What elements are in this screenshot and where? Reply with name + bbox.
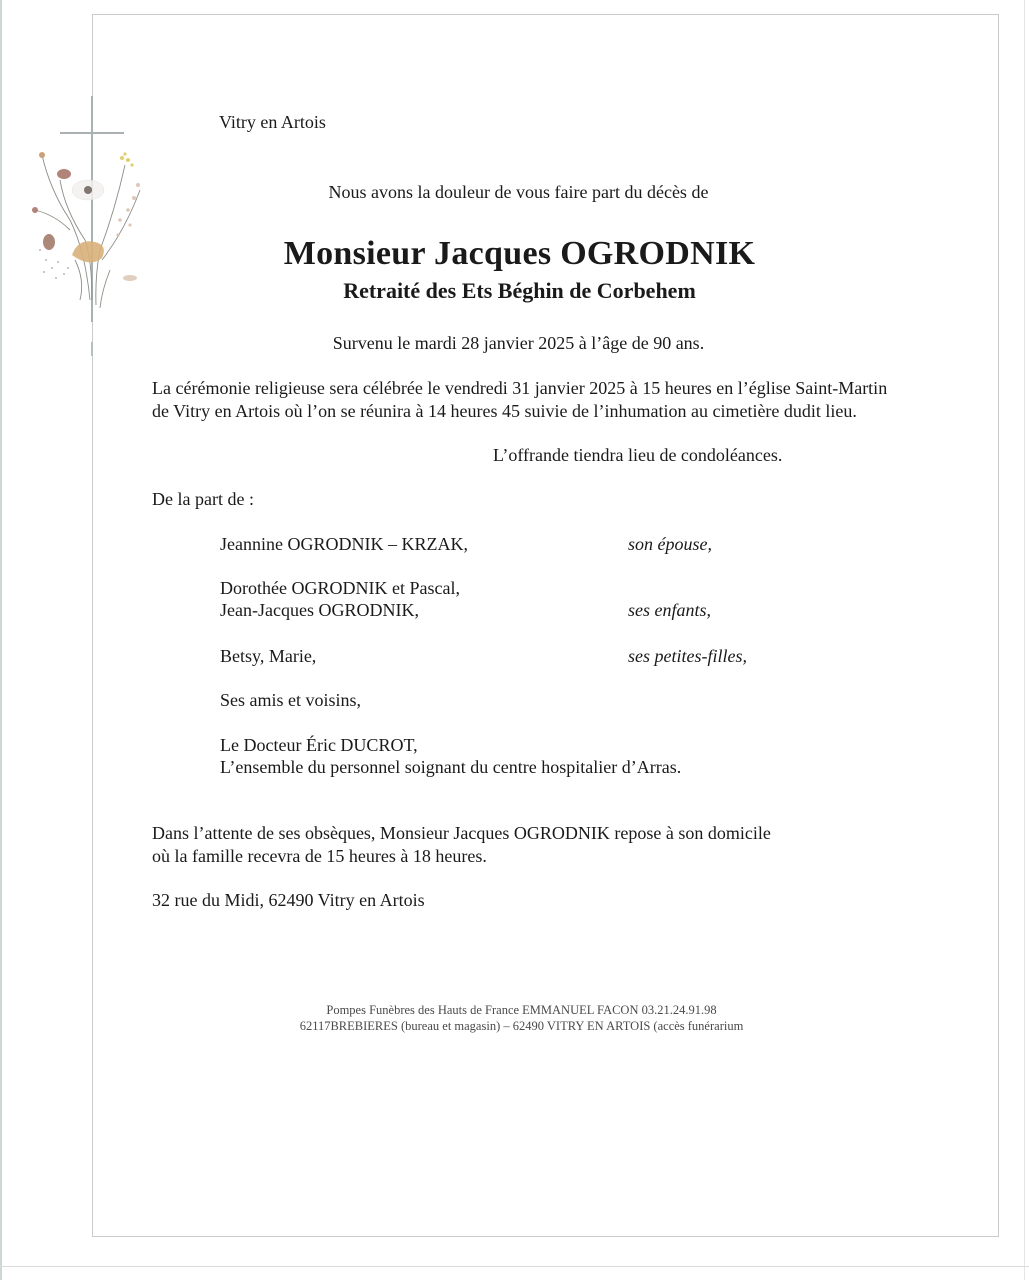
- funeral-home-line-2: 62117BREBIERES (bureau et magasin) – 62490 VITRY EN ARTOIS (accès funérarium: [299, 1019, 744, 1033]
- family-name: Betsy, Marie,: [220, 646, 317, 666]
- deceased-occupation: Retraité des Ets Béghin de Corbehem: [343, 278, 696, 303]
- funeral-home-line-1: Pompes Funèbres des Hauts de France EMMANUEL FACON 03.21.24.91.98: [326, 1003, 717, 1017]
- family-relation: ses petites-filles,: [628, 646, 747, 666]
- death-date-line: Survenu le mardi 28 janvier 2025 à l’âge de 90 ans.: [332, 333, 705, 353]
- family-name: Ses amis et voisins,: [220, 690, 362, 710]
- offering-note: L’offrande tiendra lieu de condoléances.: [493, 445, 783, 465]
- cross-horizontal-bar: [60, 132, 124, 134]
- place-heading: Vitry en Artois: [219, 112, 326, 132]
- wake-line-2: où la famille recevra de 15 heures à 18 heures.: [152, 846, 487, 866]
- family-intro: De la part de :: [152, 489, 254, 509]
- family-name: L’ensemble du personnel soignant du centre hospitalier d’Arras.: [220, 757, 682, 777]
- family-name: Jean-Jacques OGRODNIK,: [220, 600, 419, 620]
- scan-edge-bottom: [0, 1266, 1029, 1267]
- family-relation: ses enfants,: [628, 600, 711, 620]
- ceremony-line-2: de Vitry en Artois où l’on se réunira à 14 heures 45 suivie de l’inhumation au cimetière dudit lieu.: [152, 401, 857, 421]
- wake-line-1: Dans l’attente de ses obsèques, Monsieur Jacques OGRODNIK repose à son domicile: [152, 823, 771, 843]
- intro-line: Nous avons la douleur de vous faire part du décès de: [328, 182, 709, 202]
- family-name: Le Docteur Éric DUCROT,: [220, 735, 418, 755]
- ceremony-line-1: La cérémonie religieuse sera célébrée le vendredi 31 janvier 2025 à 15 heures en l’église Saint-Martin: [152, 378, 888, 398]
- family-relation: son épouse,: [628, 534, 712, 554]
- home-address: 32 rue du Midi, 62490 Vitry en Artois: [152, 890, 425, 910]
- deceased-name: Monsieur Jacques OGRODNIK: [283, 235, 756, 272]
- family-name: Dorothée OGRODNIK et Pascal,: [220, 578, 460, 598]
- family-name: Jeannine OGRODNIK – KRZAK,: [220, 534, 468, 554]
